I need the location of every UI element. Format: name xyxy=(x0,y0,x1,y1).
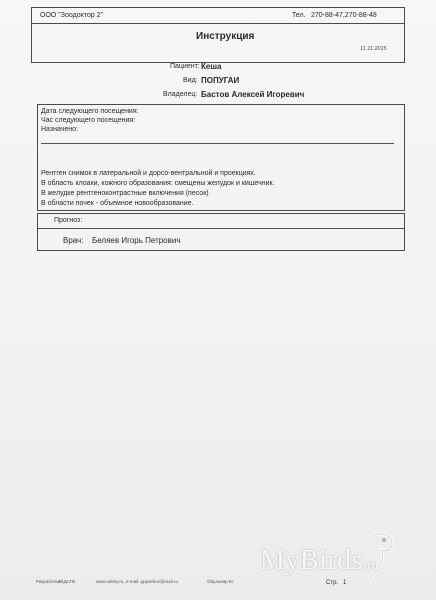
page-number: 1 xyxy=(343,580,347,586)
page-label: Стр. xyxy=(326,580,339,586)
owner-value: Бастов Алексей Игоревич xyxy=(201,90,305,99)
note-line: В область клоаки, кожного образования: смещены желудок и кишечник. xyxy=(41,180,275,187)
species-label: Вид: xyxy=(183,77,198,84)
conclusion-box xyxy=(37,213,405,251)
note-line: В желудке рентгеноконтрастные включения (песок) xyxy=(41,190,209,197)
phone-numbers: 270-88-47,270-88-48 xyxy=(311,12,377,19)
document-title: Инструкция xyxy=(196,31,255,42)
phone-label: Тел. xyxy=(292,12,306,19)
footer-site: www.vdsny.ru, e-mail: pppsekov@mail.ru xyxy=(96,579,179,584)
company-name: ООО "Зоодоктор 2" xyxy=(40,12,103,19)
watermark-tld: .ru xyxy=(363,557,379,572)
note-line: В области почек - объемное новообразование. xyxy=(41,200,194,207)
owner-label: Владелец: xyxy=(163,91,198,98)
footer-copyright: ©Бульвар Кс xyxy=(207,579,234,584)
conclusion-divider xyxy=(38,228,404,229)
prescribed-underline xyxy=(41,143,394,144)
watermark-brand: MyBirds xyxy=(260,545,364,576)
document-date: 11.11.2015 xyxy=(360,46,387,52)
patient-label: Пациент: xyxy=(170,63,200,70)
footer-developer-name: АКДАГВ xyxy=(58,579,76,584)
doctor-label: Врач: xyxy=(63,236,84,245)
prognosis-label: Прогноз: xyxy=(54,217,83,224)
next-visit-time-label: Час следующего посещения: xyxy=(41,117,136,124)
patient-value: Кеша xyxy=(201,62,222,71)
species-value: ПОПУГАИ xyxy=(201,76,240,85)
parrot-logo-icon xyxy=(356,528,402,588)
next-visit-date-label: Дата следующего посещения: xyxy=(41,108,139,115)
prescribed-label: Назначено: xyxy=(41,126,78,133)
header-divider xyxy=(32,23,404,24)
note-line: Рентген снимок в латеральной и дорсо-вентральной и проекциях. xyxy=(41,170,256,177)
doctor-value: Беляев Игорь Петрович xyxy=(92,236,181,245)
footer-developer-label: Разработка: xyxy=(36,579,62,584)
